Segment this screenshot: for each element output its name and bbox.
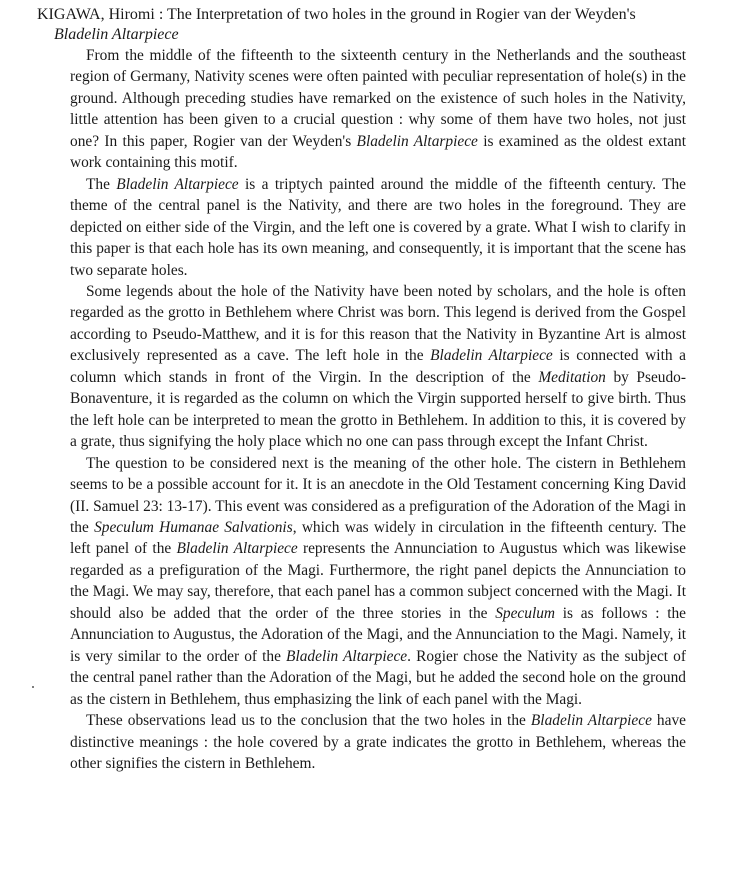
paragraph-text: have distinctive meanings : the hole covered by a grate indicates the grotto in Bethlehem, whereas the other signifies the cistern in Bethlehem. bbox=[70, 712, 686, 772]
italic-title-text: Bladelin Altarpiece bbox=[116, 175, 239, 193]
paragraph-text: is examined as the oldest extant work containing this motif. bbox=[70, 132, 686, 172]
paragraph-text: . Rogier chose the Nativity as the subject of the central panel rather than the Adoration of the Magi, but he added the second hole on the ground as the cistern in Bethlehem, thus emphasizing the link of each panel with the Magi. bbox=[70, 647, 686, 708]
paragraph-text: Some legends about the hole of the Nativity have been noted by scholars, and the hole is often regarded as the grotto in Bethlehem where Christ was born. This legend is derived from the Gospel according to Pseudo-Matthew, and it is for this reason that the Nativity in Byzantine Art is almost exclusively represented as a cave. The left hole in the bbox=[70, 282, 686, 365]
article-header: KIGAWA, Hiromi : The Interpretation of two holes in the ground in Rogier van der Weyden's bbox=[37, 6, 636, 23]
paragraph-text: From the middle of the fifteenth to the sixteenth century in the Netherlands and the southeast region of Germany, Nativity scenes were often painted with peculiar representation of hole(s) in the ground. Although preceding studies have remarked on the existence of such holes in the Nativity, little attention has been given to a crucial question : why some of them have two holes, not just one? In this paper, Rogier van der Weyden's bbox=[70, 47, 686, 150]
paragraph-text: The bbox=[86, 175, 117, 193]
article-work-title: Bladelin Altarpiece bbox=[54, 26, 179, 43]
italic-title-text: Speculum Humanae Salvationis bbox=[94, 518, 293, 536]
body-paragraph bbox=[70, 45, 686, 174]
paragraph-text: The question to be considered next is the meaning of the other hole. The cistern in Bethlehem seems to be a possible account for it. It is an anecdote in the Old Testament concerning King David (II. Samuel 23: 13-17). This event was considered as a prefiguration of the Adoration of the Magi in the bbox=[70, 454, 686, 536]
body-paragraph bbox=[70, 710, 686, 774]
paragraph-text: is a triptych painted around the middle of the fifteenth century. The theme of the central panel is the Nativity, and there are two holes in the foreground. They are depicted on either side of the Virgin, and the left one is covered by a grate. What I wish to clarify in this paper is that each hole has its own meaning, and consequently, it is important that the scene has two separate holes. bbox=[70, 175, 686, 279]
abstract-body bbox=[70, 45, 686, 774]
italic-title-text: Bladelin Altarpiece bbox=[430, 347, 553, 365]
paragraph-text: These observations lead us to the conclusion that the two holes in the bbox=[86, 712, 531, 730]
stray-ink-mark bbox=[32, 686, 34, 688]
body-paragraph bbox=[70, 174, 686, 281]
paragraph-text: is as follows : the Annunciation to Augustus, the Adoration of the Magi, and the Annunciation to the Magi. Namely, it is very similar to the order of the bbox=[70, 604, 686, 665]
italic-title-text: Bladelin Altarpiece bbox=[530, 712, 652, 730]
paragraph-text: by Pseudo-Bonaventure, it is regarded as the column on which the Virgin supported herself to give birth. Thus the left hole can be interpreted to mean the grotto in Bethlehem. In addition to this, it is covered by a grate, thus signifying the holy place which no one can pass through except the Infant Christ. bbox=[70, 368, 686, 451]
paragraph-text: is connected with a column which stands in front of the Virgin. In the description of the bbox=[70, 347, 686, 386]
body-paragraph bbox=[70, 453, 686, 710]
italic-title-text: Meditation bbox=[538, 368, 606, 386]
paragraph-text: represents the Annunciation to Augustus which was likewise regarded as a prefiguration of the Magi. Furthermore, the right panel depicts the Annunciation to the Magi. We may say, therefore, that each panel has a common subject concerned with the Magi. It should also be added that the order of the three stories in the bbox=[70, 540, 686, 622]
paragraph-text: , which was widely in circulation in the fifteenth century. The left panel of the bbox=[70, 518, 687, 558]
italic-title-text: Bladelin Altarpiece bbox=[176, 540, 298, 558]
body-paragraph bbox=[70, 281, 686, 453]
italic-title-text: Bladelin Altarpiece bbox=[356, 132, 478, 150]
italic-title-text: Bladelin Altarpiece bbox=[286, 647, 408, 665]
italic-title-text: Speculum bbox=[495, 604, 556, 622]
